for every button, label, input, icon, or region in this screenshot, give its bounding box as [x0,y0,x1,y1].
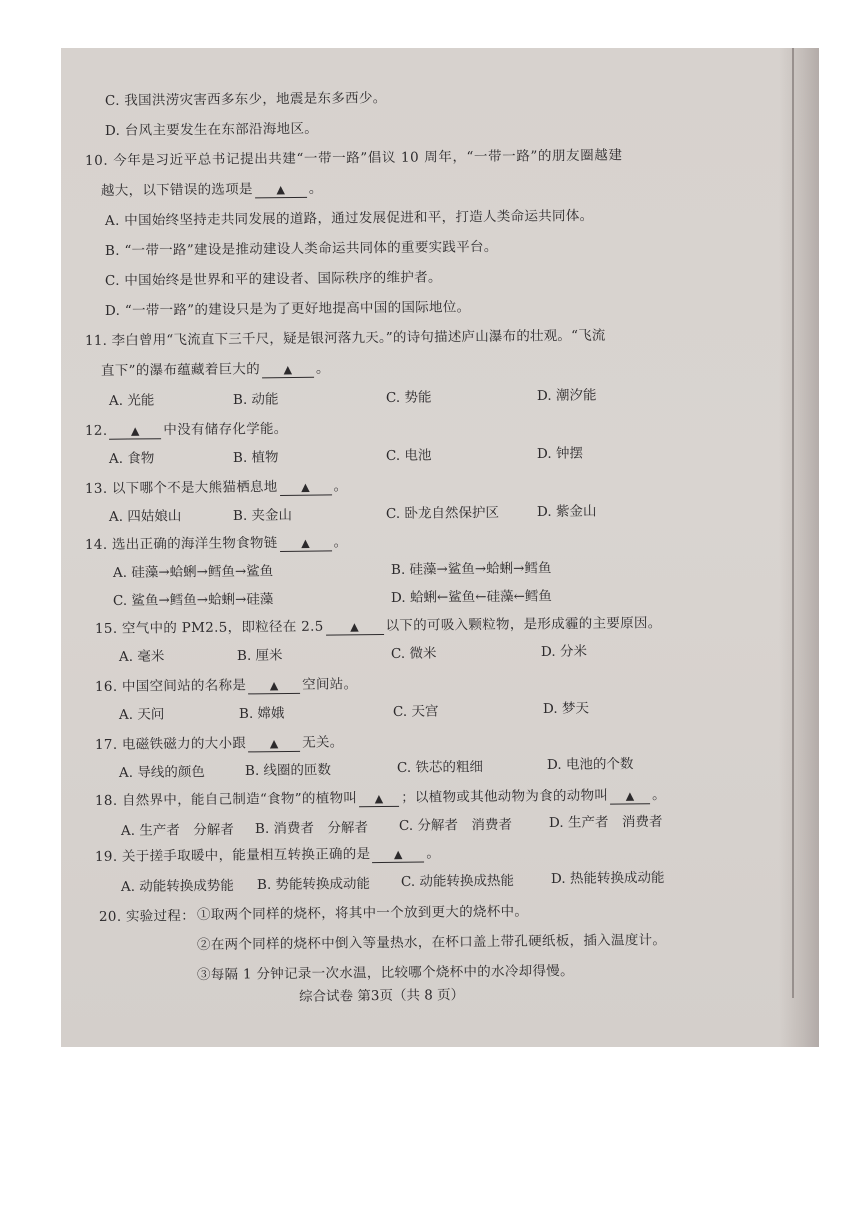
q9-option-c: C. 我国洪涝灾害西多东少，地震是东多西少。 [104,90,387,109]
q19-stem [95,844,440,866]
q17-stem-text: 17. 电磁铁磁力的大小跟 [94,735,247,753]
q13-option-d: D. 紫金山 [536,503,597,520]
q10-answer-blank: ▲ [255,183,307,199]
q18-option-a: A. 生产者 分解者 [120,821,234,839]
q11-option-d: D. 潮汐能 [536,387,597,404]
q14-stem-end: 。 [333,534,348,551]
q17-option-b: B. 线圈的匝数 [244,762,332,779]
q10-stem-line2 [101,180,323,200]
q10-option-c: C. 中国始终是世界和平的建设者、国际秩序的维护者。 [104,269,442,289]
page-fold-line [792,48,794,998]
q19-answer-blank: ▲ [372,848,424,864]
q17-option-c: C. 铁芯的粗细 [396,759,484,776]
q13-stem-text: 13. 以下哪个不是大熊猫栖息地 [84,478,278,497]
q17-stem-rest: 无关。 [302,734,344,751]
q11-stem-line1: 11. 李白曾用“飞流直下三千尺，疑是银河落九天。”的诗句描述庐山瀑布的壮观。“飞流 [84,327,606,349]
q13-option-a: A. 四姑娘山 [108,508,182,525]
q15-stem-text: 15. 空气中的 PM2.5，即粒径在 2.5 [94,618,324,637]
q17-option-d: D. 电池的个数 [546,756,634,773]
q11-stem-text: 直下”的瀑布蕴藏着巨大的 [100,361,261,379]
q15-option-c: C. 微米 [390,645,437,662]
q14-option-a: A. 硅藻→蛤蜊→鳕鱼→鲨鱼 [112,563,274,581]
q15-option-d: D. 分米 [540,643,588,660]
q11-answer-blank: ▲ [262,363,314,379]
q14-stem [85,533,348,554]
q12-option-d: D. 钟摆 [536,445,584,462]
q18-stem-end: 。 [652,787,667,804]
q12-option-c: C. 电池 [385,447,432,464]
q20-step-2: ②在两个同样的烧杯中倒入等量热水，在杯口盖上带孔硬纸板，插入温度计。 [196,932,667,953]
q12-option-b: B. 植物 [232,449,279,466]
q14-option-b: B. 硅藻→鲨鱼→蛤蜊→鳕鱼 [390,560,552,578]
q11-stem-line2 [101,360,330,380]
q14-stem-text: 14. 选出正确的海洋生物食物链 [84,534,278,553]
q12-option-a: A. 食物 [108,450,155,467]
q10-option-a: A. 中国始终坚持走共同发展的道路，通过发展促进和平，打造人类命运共同体。 [104,207,594,229]
q16-option-d: D. 梦天 [542,700,590,717]
q16-option-c: C. 天宫 [392,703,439,720]
q18-option-c: C. 分解者 消费者 [398,816,513,834]
q19-option-d: D. 热能转换成动能 [550,869,665,887]
q20-step-3: ③每隔 1 分钟记录一次水温，比较哪个烧杯中的水冷却得慢。 [196,963,574,983]
q11-option-b: B. 动能 [232,391,279,408]
q18-stem-mid: ；以植物或其他动物为食的动物叫 [401,787,609,806]
q10-stem-line1: 10. 今年是习近平总书记提出共建“一带一路”倡议 10 周年，“一带一路”的朋友圈越建 [84,147,623,169]
q16-answer-blank: ▲ [248,679,300,695]
q13-answer-blank: ▲ [279,480,331,496]
q16-stem [95,675,358,696]
q16-option-a: A. 天问 [118,706,165,723]
q20-label: 20. 实验过程： [98,907,196,925]
page-footer: 综合试卷 第3页（共 8 页） [298,987,465,1005]
q15-option-a: A. 毫米 [118,648,165,665]
q14-answer-blank: ▲ [279,536,331,552]
q18-answer-blank-1: ▲ [359,792,399,807]
q12-answer-blank: ▲ [109,424,161,440]
q18-option-d: D. 生产者 消费者 [548,813,663,831]
q19-stem-end: 。 [426,845,441,862]
q10-stem-text: 越大，以下错误的选项是 [100,181,253,199]
q16-stem-rest: 空间站。 [302,676,358,693]
q15-stem-rest: 以下的可吸入颗粒物，是形成霾的主要原因。 [385,615,662,634]
q18-answer-blank-2: ▲ [610,789,650,804]
q17-option-a: A. 导线的颜色 [118,764,205,781]
q13-option-c: C. 卧龙自然保护区 [385,504,500,522]
q11-option-a: A. 光能 [108,392,155,409]
q19-option-b: B. 势能转换成动能 [256,875,371,893]
q19-option-c: C. 动能转换成热能 [400,872,515,890]
q20-step-1: ①取两个同样的烧杯，将其中一个放到更大的烧杯中。 [196,903,529,923]
q14-option-c: C. 鲨鱼→鳕鱼→蛤蜊→硅藻 [112,591,274,609]
photo-of-exam-page [61,48,819,1047]
q17-answer-blank: ▲ [248,737,300,753]
q18-stem-text: 18. 自然界中，能自己制造“食物”的植物叫 [94,790,358,809]
q13-option-b: B. 夹金山 [232,507,293,524]
q12-stem-text: 中没有储存化学能。 [163,420,288,439]
q19-option-a: A. 动能转换成势能 [120,877,234,895]
q15-option-b: B. 厘米 [236,647,283,664]
q18-option-b: B. 消费者 分解者 [254,819,369,837]
q15-answer-blank: ▲ [326,620,384,636]
q13-stem [85,477,348,498]
q9-option-d: D. 台风主要发生在东部沿海地区。 [104,120,319,139]
q11-stem-end: 。 [315,360,330,377]
q16-option-b: B. 嫦娥 [238,705,285,722]
q12-number: 12. [84,422,108,439]
q16-stem-text: 16. 中国空间站的名称是 [94,677,247,695]
q19-stem-text: 19. 关于搓手取暖中，能量相互转换正确的是 [94,846,371,865]
q10-option-d: D. “一带一路”的建设只是为了更好地提高中国的国际地位。 [104,299,471,319]
q13-stem-end: 。 [333,478,348,495]
exam-sheet [61,48,791,1047]
q14-option-d: D. 蛤蜊←鲨鱼←硅藻←鳕鱼 [390,588,552,606]
q10-stem-end: 。 [308,180,323,197]
q17-stem [95,733,344,754]
q11-option-c: C. 势能 [385,389,432,406]
q15-stem [95,614,662,638]
q18-stem [95,786,666,810]
q10-option-b: B. “一带一路”建设是推动建设人类命运共同体的重要实践平台。 [104,238,498,259]
q12-stem [85,420,288,440]
